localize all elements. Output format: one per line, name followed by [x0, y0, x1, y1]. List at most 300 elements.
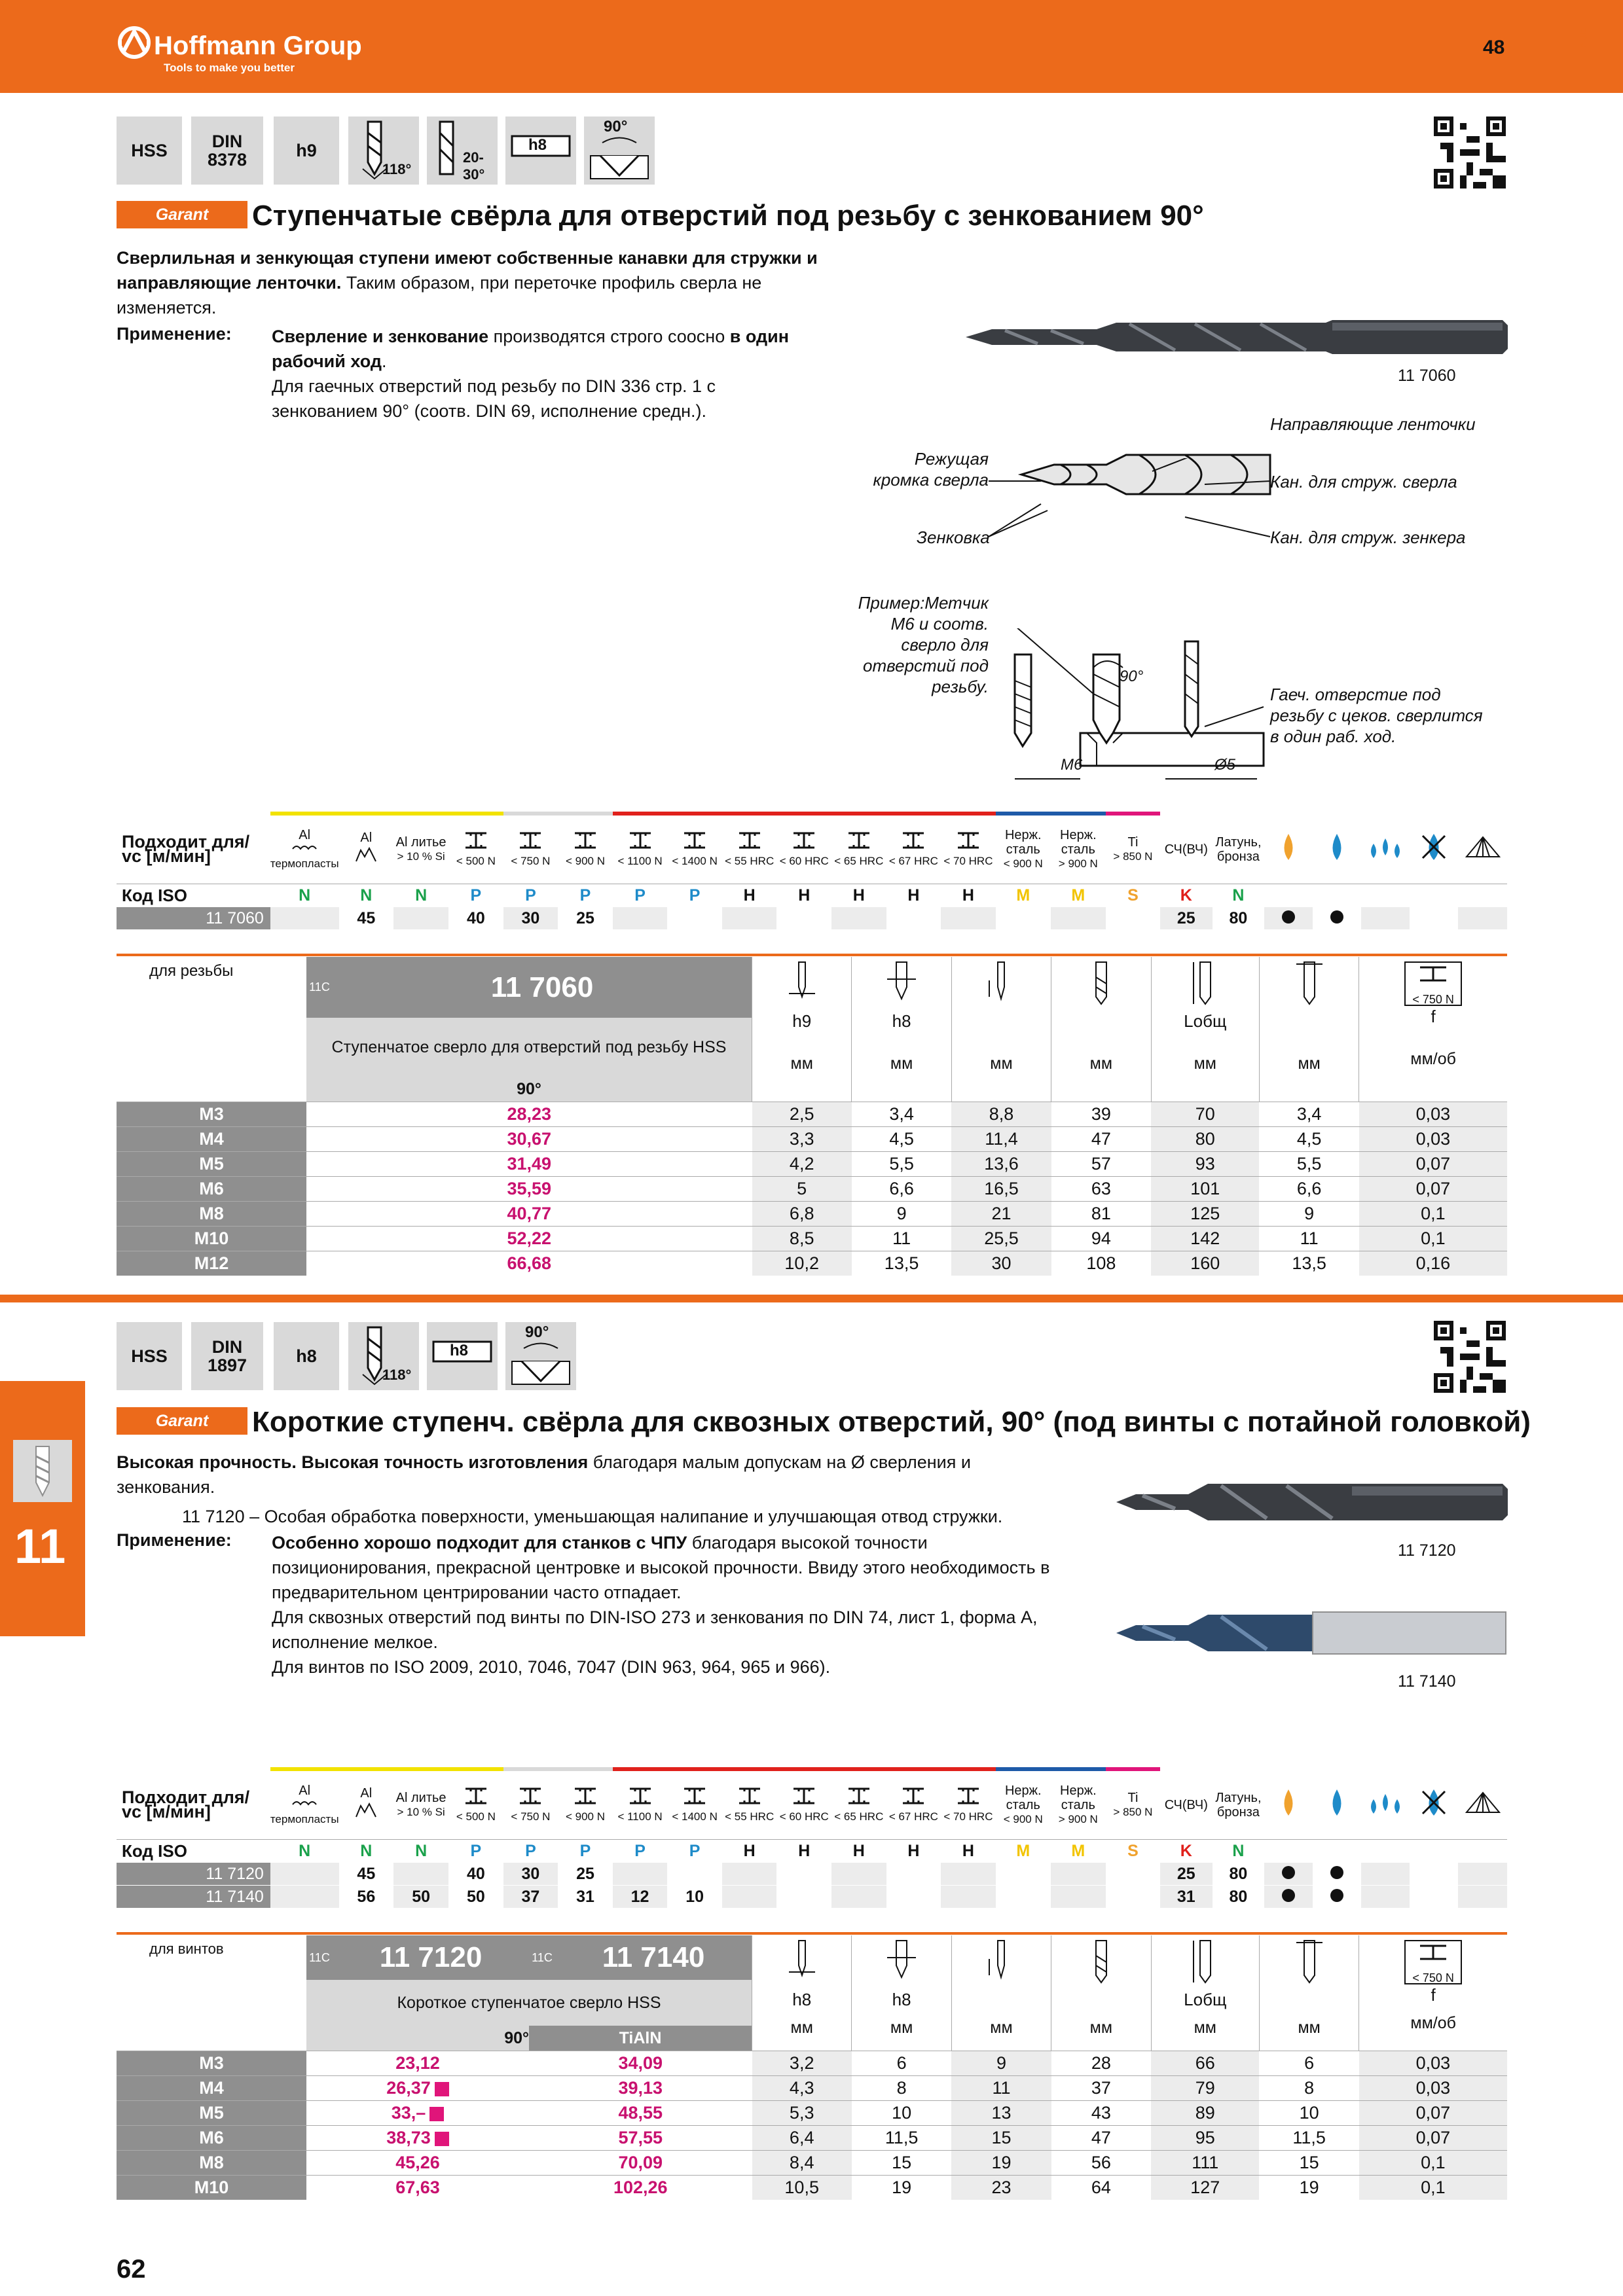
coolant-suitability-4 [1458, 1863, 1507, 1886]
section2-application-label: Применение: [117, 1530, 232, 1550]
iso-code-14: M [1051, 1840, 1106, 1863]
dimension-value-3: 56 [1051, 2151, 1151, 2176]
material-symbol-10-icon [831, 831, 886, 854]
label-sink-flute: Кан. для струж. зенкера [1270, 528, 1466, 547]
dimension-header-5 [1260, 1011, 1359, 1035]
dimension-unit-0: мм [790, 2018, 813, 2037]
iso-code-label: Код ISO [117, 884, 270, 907]
material-speed-15 [1106, 1886, 1160, 1909]
dimension-value-6: 0,1 [1359, 1227, 1507, 1251]
dimension-col-5 [1259, 1935, 1359, 2051]
dimension-value-3: 28 [1051, 2051, 1151, 2076]
pt-angle: 90° [306, 2026, 529, 2051]
material-col-14 [1051, 1769, 1106, 1840]
section2-app-bold1: Особенно хорошо подходит для станков с ЧПУ [272, 1533, 687, 1552]
dimension-value-1: 19 [852, 2176, 951, 2200]
material-speed-15 [1106, 1863, 1160, 1886]
section-separator [0, 1295, 1623, 1302]
material-bot-6: < 1100 N [617, 855, 663, 867]
pt2-head-row [117, 1935, 1507, 1980]
material-speed-0 [270, 1886, 339, 1909]
material-col-2 [393, 814, 448, 884]
price-117120 [306, 2176, 529, 2200]
thread-size: M10 [117, 2176, 306, 2200]
material-speed-8 [722, 907, 777, 930]
material-col-14 [1051, 814, 1106, 884]
coolant-suitability-3 [1410, 1863, 1458, 1886]
price-117060: 28,23 [306, 1102, 752, 1127]
material-col-13 [996, 814, 1051, 884]
material-bot-9: < 60 HRC [779, 855, 829, 867]
iso-code-9: H [776, 1840, 831, 1863]
qr-code-icon-2[interactable] [1434, 1321, 1506, 1393]
price-117140: 48,55 [529, 2101, 752, 2126]
dimension-value-6: 0,03 [1359, 1102, 1507, 1127]
dimension-unit-2: мм [990, 2018, 1013, 2037]
iso-code-16: K [1160, 1840, 1213, 1863]
short-drill-image-117120 [1116, 1469, 1509, 1535]
dimension-value-4: 111 [1151, 2151, 1259, 2176]
dimension-value-5: 6 [1259, 2051, 1359, 2076]
iso-code-4: P [503, 1840, 558, 1863]
dimension-value-4: 95 [1151, 2126, 1259, 2151]
section1-app-dot: . [382, 351, 387, 371]
thread-size: M8 [117, 1202, 306, 1227]
price-117060: 52,22 [306, 1227, 752, 1251]
material-top-2: Al литье [395, 835, 447, 850]
material-symbol-11-icon [886, 831, 941, 854]
table-row [117, 2176, 1507, 2200]
dimension-0-icon [752, 961, 851, 1011]
material-col-17 [1213, 1769, 1265, 1840]
dimension-value-2: 9 [951, 2051, 1051, 2076]
dimension-value-5: 3,4 [1259, 1102, 1359, 1127]
dimension-value-3: 57 [1051, 1152, 1151, 1177]
suitable-dot-icon [1282, 1889, 1295, 1902]
thread-size: M3 [117, 2051, 306, 2076]
iso-blank-3 [1410, 1840, 1458, 1863]
materials-table-section2 [117, 1767, 1507, 1908]
dimension-value-1: 13,5 [852, 1251, 951, 1276]
dimension-5-icon [1260, 1939, 1359, 1990]
material-symbol-8-icon [722, 1786, 777, 1810]
material-speed-17: 80 [1213, 1886, 1265, 1909]
material-symbol-12-icon [941, 1786, 996, 1810]
diagram-angle-label: 90° [1120, 668, 1144, 685]
iso-code-8: H [722, 884, 777, 907]
section1-app-text1: производятся строго соосно [488, 327, 730, 346]
iso-code-11: H [886, 1840, 941, 1863]
material-top-14: Нерж. сталь [1060, 828, 1097, 857]
material-row-code: 11 7140 [117, 1886, 270, 1909]
section2-title: Короткие ступенч. свёрла для сквозных отверстий, 90° (под винты с потайной головкой) [252, 1406, 1531, 1438]
material-bot-0: термопласты [270, 857, 339, 870]
shank-tolerance-icon [505, 117, 576, 185]
price-value: 33,– [391, 2103, 426, 2123]
material-speed-2 [393, 907, 448, 930]
pt2-product-code-1: 11 7120 [333, 1935, 529, 1980]
section2-image-code-1: 11 7120 [1398, 1541, 1456, 1560]
material-bot-14: > 900 N [1058, 857, 1098, 870]
iso-blank-3 [1410, 884, 1458, 907]
dimension-value-3: 81 [1051, 1202, 1151, 1227]
section2-table-top-line [117, 1932, 1507, 1935]
iso-code-3: P [448, 1840, 503, 1863]
material-speed-11 [886, 907, 941, 930]
price-117140: 70,09 [529, 2151, 752, 2176]
coolant-suitability-0 [1264, 1886, 1313, 1909]
helix-angle-label: 20-30° [463, 149, 485, 183]
table-row [117, 1102, 1507, 1127]
dimension-value-3: 47 [1051, 1127, 1151, 1152]
section1-desc-bold: Сверлильная и зенкующая ступени имеют собственные канавки для стружки и направляющие ленточки. [117, 248, 818, 293]
dimension-value-4: 93 [1151, 1152, 1259, 1177]
material-speed-10 [831, 1863, 886, 1886]
iso-code-7: P [667, 1840, 722, 1863]
dimension-unit-3: мм [1089, 1054, 1113, 1073]
section2-app-line3: Для винтов по ISO 2009, 2010, 7046, 7047 (DIN 963, 964, 965 и 966). [272, 1657, 831, 1677]
dimension-col-2 [951, 957, 1051, 1102]
iso-code-7: P [667, 884, 722, 907]
dimension-3-icon [1051, 1939, 1150, 1990]
dimension-value-3: 39 [1051, 1102, 1151, 1127]
dimension-value-2: 21 [951, 1202, 1051, 1227]
pt2-product-code-2: 11 7140 [555, 1935, 752, 1980]
stock-marker-icon [429, 2107, 444, 2121]
material-col-7 [667, 814, 722, 884]
dimension-col-0 [752, 1935, 852, 2051]
pt1-product-code: 11 7060 [333, 957, 752, 1018]
material-speed-1: 45 [339, 907, 394, 930]
material-bot-2: > 10 % Si [397, 850, 445, 863]
material-speed-5: 31 [558, 1886, 613, 1909]
dimension-value-1: 8 [852, 2076, 951, 2101]
qr-code-icon[interactable] [1434, 117, 1506, 188]
countersink-angle-icon-2 [505, 1322, 576, 1390]
material-bot-7: < 1400 N [672, 1810, 718, 1823]
pt-desc-spacer [117, 1018, 306, 1077]
table-row [117, 1127, 1507, 1152]
dimension-0-icon [752, 1939, 851, 1990]
dimension-col-6 [1359, 1935, 1507, 2051]
stock-marker-icon [435, 2132, 449, 2146]
iso-code-14: M [1051, 884, 1106, 907]
material-col-9 [776, 814, 831, 884]
coolant-dry-icon [1264, 814, 1313, 884]
section1-table-top-line [117, 954, 1507, 956]
material-symbol-5-icon [558, 831, 613, 854]
material-bot-7: < 1400 N [672, 855, 718, 867]
coolant-suitability-0 [1264, 1863, 1313, 1886]
badge-hss-2: HSS [117, 1322, 182, 1390]
material-speed-16: 25 [1160, 1863, 1213, 1886]
material-col-1 [339, 814, 394, 884]
material-speed-14 [1051, 1886, 1106, 1909]
material-speed-16: 31 [1160, 1886, 1213, 1909]
material-col-6 [613, 1769, 668, 1840]
section2-product-table [117, 1935, 1507, 2200]
dimension-value-6: 0,1 [1359, 2151, 1507, 2176]
material-col-5 [558, 1769, 613, 1840]
material-speed-9 [776, 1863, 831, 1886]
dimension-value-1: 11 [852, 1227, 951, 1251]
section2-note-text: Особая обработка поверхности, уменьшающая налипание и улучшающая отвод стружки. [264, 1507, 1003, 1526]
material-top-17: Латунь, бронза [1215, 1791, 1262, 1820]
section2-note [182, 1504, 1099, 1529]
pt1-head-row [117, 957, 1507, 1018]
material-col-3 [448, 1769, 503, 1840]
iso-code-5: P [558, 1840, 613, 1863]
language-code: RUE [1578, 27, 1590, 49]
iso-code-11: H [886, 884, 941, 907]
material-speed-4: 37 [503, 1886, 558, 1909]
thread-size: M6 [117, 1177, 306, 1202]
iso-code-row-2 [117, 1840, 1507, 1863]
tensile-label: < 750 N [1412, 1971, 1454, 1984]
suitable-dot-icon [1330, 1889, 1343, 1902]
material-symbol-12-icon [941, 831, 996, 854]
iso-code-17: N [1213, 884, 1265, 907]
dimension-header-3 [1051, 1011, 1150, 1035]
dimension-value-1: 4,5 [852, 1127, 951, 1152]
dimension-value-1: 15 [852, 2151, 951, 2176]
dimension-value-5: 8 [1259, 2076, 1359, 2101]
material-symbol-4-icon [503, 831, 558, 854]
dimension-value-4: 101 [1151, 1177, 1259, 1202]
price-117140: 34,09 [529, 2051, 752, 2076]
dimension-value-3: 43 [1051, 2101, 1151, 2126]
chapter-number: 11 [14, 1519, 66, 1573]
dimension-header-0: h8 [792, 1990, 812, 2009]
material-speed-9 [776, 1886, 831, 1909]
material-speed-5: 25 [558, 1863, 613, 1886]
dimension-value-1: 6 [852, 2051, 951, 2076]
material-speed-9 [776, 907, 831, 930]
dimension-header-5 [1260, 1990, 1359, 2013]
suitable-dot-icon [1282, 910, 1295, 924]
dimension-value-6: 0,07 [1359, 1177, 1507, 1202]
material-col-10 [831, 1769, 886, 1840]
dimension-value-4: 89 [1151, 2101, 1259, 2126]
material-col-4 [503, 1769, 558, 1840]
iso-blank-4 [1458, 1840, 1507, 1863]
table-row [117, 1177, 1507, 1202]
price-117060: 35,59 [306, 1177, 752, 1202]
thread-size: M5 [117, 1152, 306, 1177]
section1-title: Ступенчатые свёрла для отверстий под резьбу с зенкованием 90° [252, 200, 1204, 232]
dimension-value-6: 0,16 [1359, 1251, 1507, 1276]
pt-description: Ступенчатое сверло для отверстий под резьбу HSS [306, 1018, 752, 1077]
dimension-2-icon [952, 961, 1051, 1011]
dimension-unit-4: мм [1194, 1054, 1216, 1073]
coolant-dry-icon [1264, 1769, 1313, 1840]
garant-brand-label-2: Garant [117, 1407, 247, 1435]
dimension-value-3: 64 [1051, 2176, 1151, 2200]
dimension-value-6: 0,03 [1359, 2051, 1507, 2076]
dimension-value-2: 13,6 [951, 1152, 1051, 1177]
dimension-value-2: 16,5 [951, 1177, 1051, 1202]
dimension-value-2: 11 [951, 2076, 1051, 2101]
section2-desc-rest: благодаря малым допускам на Ø сверления и зенкования. [117, 1452, 971, 1497]
pt2-catalog-mark-2: 11C [529, 1935, 555, 1980]
material-symbol-9-icon [776, 831, 831, 854]
dimension-value-4: 70 [1151, 1102, 1259, 1127]
material-bot-2: > 10 % Si [397, 1806, 445, 1818]
dimension-value-4: 127 [1151, 2176, 1259, 2200]
thread-size: M8 [117, 2151, 306, 2176]
material-bot-12: < 70 HRC [943, 855, 993, 867]
material-symbol-1-icon [339, 1801, 394, 1824]
price-117120 [306, 2126, 529, 2151]
coolant-suitability-2 [1361, 907, 1410, 930]
dimension-col-0 [752, 957, 852, 1102]
price-value: 26,37 [386, 2078, 431, 2098]
material-symbol-5-icon [558, 1786, 613, 1810]
thread-size: M6 [117, 2126, 306, 2151]
dimension-col-1 [852, 957, 951, 1102]
chapter-side-tab [0, 1381, 85, 1636]
section1-app-bold1: Сверление и зенкование [272, 327, 489, 346]
table-row [117, 2101, 1507, 2126]
material-col-1 [339, 1769, 394, 1840]
material-col-0 [270, 814, 339, 884]
material-top-13: Нерж. сталь [1004, 1784, 1042, 1812]
material-product-row [117, 1863, 1507, 1886]
label-drill-flute: Кан. для струж. сверла [1270, 472, 1457, 492]
material-bot-0: термопласты [270, 1813, 339, 1825]
material-speed-10 [831, 907, 886, 930]
dimension-value-6: 0,03 [1359, 2076, 1507, 2101]
iso-code-12: H [941, 1840, 996, 1863]
material-bot-14: > 900 N [1058, 1813, 1098, 1825]
material-bot-5: < 900 N [565, 1810, 605, 1823]
coolant-emulsion-x-icon [1410, 814, 1458, 884]
dimension-col-5 [1259, 957, 1359, 1102]
badge-tolerance-2: h8 [274, 1322, 339, 1390]
materials-header-row [117, 814, 1507, 884]
material-col-9 [776, 1769, 831, 1840]
dimension-col-4 [1151, 1935, 1259, 2051]
point-angle-label: 118° [382, 161, 412, 177]
label-countersink: Зенковка [917, 528, 990, 547]
material-speed-12 [941, 1863, 996, 1886]
dimension-value-0: 8,5 [752, 1227, 852, 1251]
dimension-value-3: 94 [1051, 1227, 1151, 1251]
coolant-suitability-3 [1410, 907, 1458, 930]
material-speed-6 [613, 1863, 668, 1886]
table-row [117, 2051, 1507, 2076]
dimension-value-0: 10,2 [752, 1251, 852, 1276]
price-117120 [306, 2151, 529, 2176]
coolant-air-icon [1458, 814, 1507, 884]
pt-description: Короткое ступенчатое сверло HSS [306, 1980, 752, 2026]
dimension-value-5: 13,5 [1259, 1251, 1359, 1276]
iso-blank-2 [1361, 884, 1410, 907]
material-bot-11: < 67 HRC [888, 1810, 938, 1823]
material-bot-4: < 750 N [511, 855, 551, 867]
dimension-value-1: 10 [852, 2101, 951, 2126]
material-bot-12: < 70 HRC [943, 1810, 993, 1823]
coolant-suitability-2 [1361, 1886, 1410, 1909]
suitable-dot-icon [1282, 1866, 1295, 1879]
dimension-4-icon [1152, 961, 1259, 1011]
dimension-value-1: 3,4 [852, 1102, 951, 1127]
material-speed-13 [996, 1863, 1051, 1886]
drill-chapter-icon [13, 1440, 72, 1502]
material-symbol-9-icon [776, 1786, 831, 1810]
dimension-value-5: 15 [1259, 2151, 1359, 2176]
dimension-header-1: h8 [892, 1011, 911, 1031]
material-symbol-1-icon [339, 845, 394, 869]
table-row [117, 1152, 1507, 1177]
table-row [117, 2076, 1507, 2101]
dimension-value-0: 5 [752, 1177, 852, 1202]
dimension-value-5: 11 [1259, 1227, 1359, 1251]
iso-code-1: N [339, 1840, 394, 1863]
price-117060: 40,77 [306, 1202, 752, 1227]
iso-code-12: H [941, 884, 996, 907]
materials-table-section1 [117, 812, 1507, 929]
section1-app-bold2: в один рабочий ход [272, 327, 789, 371]
pt1-catalog-mark: 11C [306, 957, 333, 1018]
dimension-col-3 [1051, 957, 1151, 1102]
dimension-value-5: 10 [1259, 2101, 1359, 2126]
iso-code-15: S [1106, 1840, 1160, 1863]
material-speed-8 [722, 1863, 777, 1886]
table-row [117, 2151, 1507, 2176]
material-top-1: Al [360, 831, 373, 845]
dimension-value-6: 0,07 [1359, 2126, 1507, 2151]
hoffmann-logo-icon [117, 26, 152, 59]
dimension-value-0: 6,4 [752, 2126, 852, 2151]
dimension-value-5: 11,5 [1259, 2126, 1359, 2151]
material-speed-7 [667, 907, 722, 930]
material-speed-12 [941, 1886, 996, 1909]
material-speed-3: 40 [448, 907, 503, 930]
material-speed-0 [270, 907, 339, 930]
thread-size: M4 [117, 1127, 306, 1152]
section1-description [117, 245, 850, 320]
pt2-catalog-mark-1: 11C [306, 1935, 333, 1980]
coolant-suitability-3 [1410, 1886, 1458, 1909]
dimension-value-2: 25,5 [951, 1227, 1051, 1251]
material-speed-7: 10 [667, 1886, 722, 1909]
dimension-value-0: 3,2 [752, 2051, 852, 2076]
material-bot-3: < 500 N [456, 1810, 496, 1823]
footer-page-number: 62 [117, 2255, 146, 2284]
iso-code-10: H [831, 1840, 886, 1863]
dimension-col-2 [951, 1935, 1051, 2051]
iso-code-1: N [339, 884, 394, 907]
material-top-2: Al литье [395, 1791, 447, 1805]
material-bot-5: < 900 N [565, 855, 605, 867]
section1-desc-rest: Таким образом, при переточке профиль сверла не изменяется. [117, 273, 762, 317]
material-bot-15: > 850 N [1113, 850, 1153, 863]
material-bot-4: < 750 N [511, 1810, 551, 1823]
material-top-1: Al [360, 1786, 373, 1801]
label-tap-example: Пример:Метчик M6 и соотв. сверло для отверстий под резьбу. [858, 593, 989, 696]
material-speed-5: 25 [558, 907, 613, 930]
material-speed-17: 80 [1213, 1863, 1265, 1886]
dimension-4-icon [1152, 1939, 1259, 1990]
dimension-value-4: 160 [1151, 1251, 1259, 1276]
material-speed-1: 45 [339, 1863, 394, 1886]
iso-code-2: N [393, 884, 448, 907]
material-bot-9: < 60 HRC [779, 1810, 829, 1823]
dimension-value-2: 15 [951, 2126, 1051, 2151]
badge-din: DIN 8378 [191, 117, 263, 185]
material-symbol-3-icon [448, 1786, 503, 1810]
